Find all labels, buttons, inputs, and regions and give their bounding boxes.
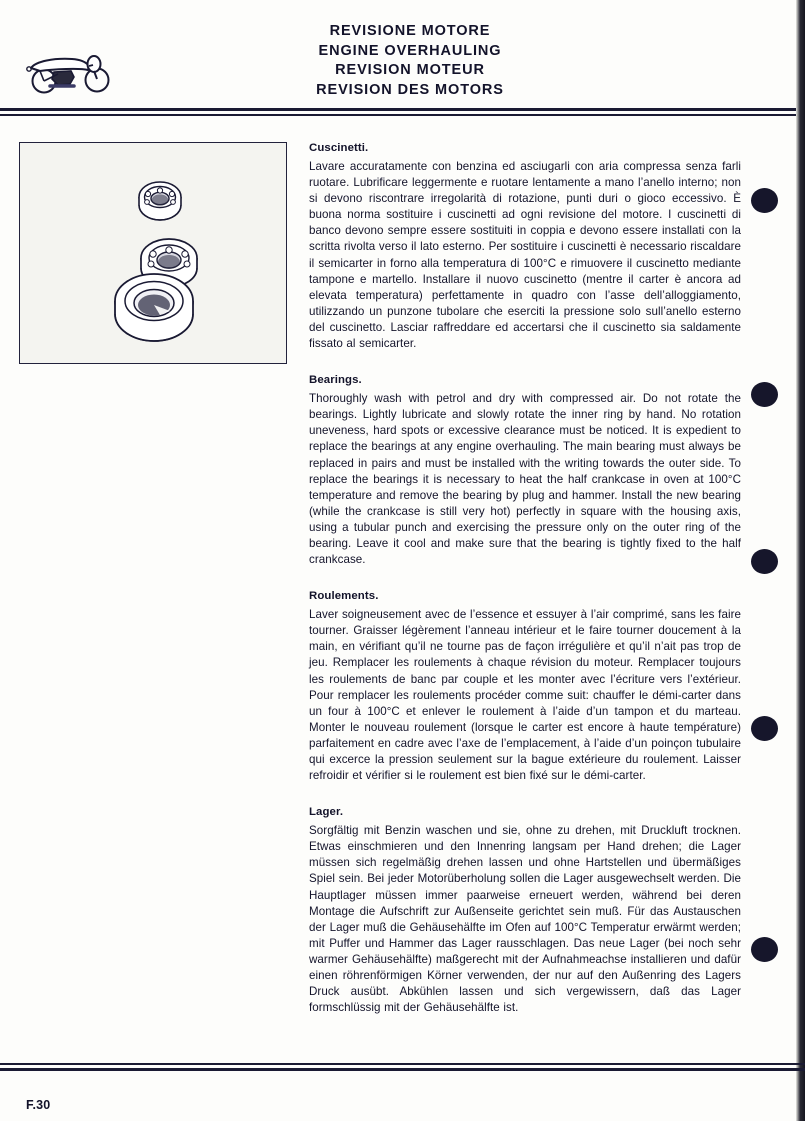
page-number: F.30: [26, 1098, 51, 1112]
margin-mark-2: [751, 382, 778, 407]
text-column: [309, 140, 741, 1033]
section-body-german: Sorgfältig mit Benzin waschen und sie, ohne zu drehen, mit Druckluft trocknen. Etwas einschmieren und den Innenring langsam per Hand drehen; die Lager müssen sich regelmäßig drehen lassen und ohne Hartstellen und übermäßiges Spiel sein. Bei jeder Motorüberholung sollen die Lager ausgewechselt werden. Die Hauptlager müssen immer paarweise erneuert werden, während bei deren Montage die Aufschrift zur Außenseite gerichtet sein muß. Für das Austauschen der Lager muß die Gehäusehälfte im Ofen auf 100°C Temperatur erwärmt werden; mit Puffer und Hammer das Lager rausschlagen. Das neue Lager (bei noch sehr warmer Gehäusehälfte) maßgerecht mit der Aufnahmeachse installieren und dafür einen röhrenförmigen Körner verwenden, der nur auf den Außenring des Lagers Druck ausübt. Abkühlen lassen und sich vergewissern, daß das Lager formschlüssig mit der Gehäusehälfte ist.: [309, 824, 741, 1015]
margin-mark-1: [751, 188, 778, 213]
motorcycle-icon: [14, 44, 118, 96]
section-english: [309, 372, 741, 568]
page-header: [0, 0, 805, 100]
bearings-figure: [19, 142, 287, 364]
scan-edge-shadow: [796, 0, 805, 1121]
section-heading-italian: Cuscinetti.: [309, 142, 369, 154]
section-heading-english: Bearings.: [309, 374, 362, 387]
footer-line-thick: [0, 1068, 805, 1071]
section-heading-german: Lager.: [309, 806, 344, 819]
section-body-french: Laver soigneusement avec de l’essence et essuyer à l’air comprimé, sans les faire tourner. Graisser légèrement l’anneau intérieur et le faire tourner doucement à la main, en vérifiant qu’il ne tourne pas de façon irrégulière et qu’il n’ait pas trop de jeu. Remplacer les roulements à chaque révision du moteur. Remplacer toujours les roulements de banc par couple et les monter avec l’écriture vers l’extérieur. Pour remplacer les roulements procéder comme suit: chauffer le démi-carter dans un four à 100°C et enlever le roulement à l’aide d’un tampon et du marteau. Monter le nouveau roulement (lorsque le carter est encore à haute température) parfaitement en cadre avec l’axe de l’emplacement, à l’aide d’un poinçon tubulaire qui excerce la pression seulement sur la bague extérieure du roulement. Laisser refroidir et vérifier si le roulement est bien fixé sur le démi-carter.: [309, 608, 741, 783]
title-line-fr: REVISION MOTEUR: [335, 62, 485, 78]
bearing-small: [139, 182, 181, 220]
section-body-italian: Lavare accuratamente con benzina ed asciugarli con aria compressa senza farli ruotare. Lubrificare leggermente e ruotare lentamente a mano l’anello interno; non si devono riscontrare irregolarità di rotazione, punti duri o gioco eccessivo. È buona norma sostituire i cuscinetti ad ogni revisione del motore. I cuscinetti di banco devono sempre essere sostituiti in coppia e devono essere installati con la scritta rivolta verso il lato esterno. Per sostituire i cuscinetti è necessario riscaldare il semicarter in forno alla temperatura di 100°C e rimuovere il cuscinetto mediante tampone e martello. Installare il nuovo cuscinetto (mentre il carter è ancora ad elevata temperatura) perfettamente in quadro con l’asse dell’alloggiamento, utilizzando un punzone tubolare che eserciti la pressione solo sull’anello esterno del cuscinetto. Lasciar raffreddare ed accertarsi che il cuscinetto sia saldamente fissato al semicarter.: [309, 160, 741, 351]
header-divider: [0, 108, 805, 116]
margin-mark-3: [751, 549, 778, 574]
title-line-it: REVISIONE MOTORE: [329, 23, 491, 39]
margin-mark-4: [751, 716, 778, 741]
section-french: [309, 588, 741, 784]
section-heading-french: Roulements.: [309, 590, 379, 603]
page-footer: [26, 1096, 50, 1114]
page-title: [240, 22, 580, 100]
title-line-de: REVISION DES MOTORS: [316, 81, 504, 98]
divider-line-thin: [0, 114, 805, 116]
bearing-large: [115, 274, 193, 341]
section-body-english: Thoroughly wash with petrol and dry with compressed air. Do not rotate the bearings. Lightly lubricate and slowly rotate the inner ring by hand. No rotation uneveness, hard spots or excessive clearance must be noticed. It is expedient to replace the bearings at any engine overhauling. The main bearing must always be replaced in pairs and must be installed with the writing towards the outer side. To replace the bearings it is necessary to heat the half crankcase in oven at 100°C temperature and remove the bearing by plug and hammer. Install the new bearing (while the crankcase is still very hot) perfectly in square with the housing axis, using a tubular punch and exercising the pressure only on the outer ring of the bearing. Leave it cool and make sure that the bearing is tightly fixed to the half crankcase.: [309, 392, 741, 567]
section-german: [309, 804, 741, 1016]
footer-divider: [0, 1063, 805, 1071]
margin-mark-5: [751, 937, 778, 962]
title-line-en: ENGINE OVERHAULING: [318, 42, 502, 59]
section-italian: [309, 140, 741, 352]
